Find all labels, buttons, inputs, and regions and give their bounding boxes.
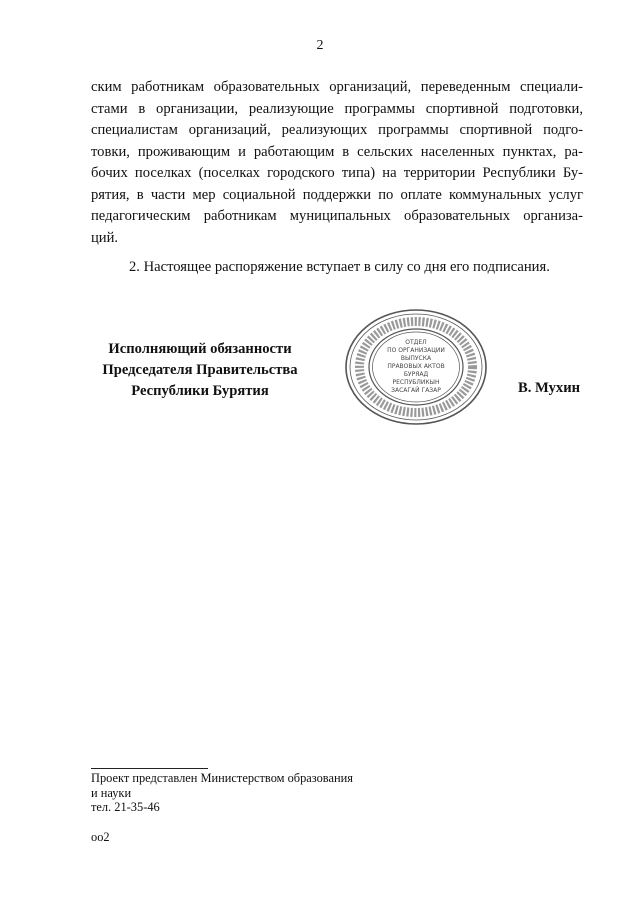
footnote-line: и науки: [91, 785, 132, 800]
seal-text: РЕСПУБЛИКЫН: [392, 379, 440, 386]
seal-text: ВЫПУСКА: [400, 355, 432, 362]
text-line: товки, проживающим и работающим в сельских населенных пунктах, ра-: [91, 143, 583, 160]
text-line: педагогическим работникам муниципальных образовательных организа-: [91, 208, 583, 224]
position-line: Республики Бурятия: [131, 383, 269, 399]
seal-text: ПО ОРГАНИЗАЦИИ: [387, 347, 445, 354]
text-line: бочих поселках (поселках городского типа) на территории Республики Бу-: [91, 165, 583, 181]
footnote-line: Проект представлен Министерством образования: [91, 771, 353, 785]
official-seal-stamp: [343, 307, 489, 427]
text-line: рятия, в части мер социальной поддержки по оплате коммунальных услуг: [91, 186, 583, 203]
footnote-line: тел. 21-35-46: [91, 800, 160, 814]
signatory-position: [91, 339, 309, 402]
footnote: [91, 771, 353, 815]
seal-text: ОТДЕЛ: [405, 339, 427, 346]
page-number: 2: [316, 38, 324, 53]
seal-text: ЗАСАГАЙ ГАЗАР: [391, 387, 441, 394]
seal-text: ПРАВОВЫХ АКТОВ: [387, 363, 445, 370]
position-line: Исполняющий обязанности: [108, 341, 292, 357]
paragraph-2: 2. Настоящее распоряжение вступает в силу со дня его подписания.: [129, 259, 550, 275]
footnote-divider: [91, 768, 208, 769]
text-line: специалистам организаций, реализующих программы спортивной подго-: [91, 122, 583, 138]
text-line: ским работникам образовательных организаций, переведенным специали-: [91, 79, 583, 95]
signer-name: В. Мухин: [518, 380, 581, 396]
text-line: стами в организации, реализующие программы спортивной подготовки,: [91, 100, 583, 117]
paragraph-1: [91, 77, 583, 249]
seal-text: БУРЯАД: [403, 371, 429, 378]
text-line: ций.: [91, 229, 119, 246]
document-code: оо2: [91, 830, 110, 844]
position-line: Председателя Правительства: [102, 362, 298, 378]
